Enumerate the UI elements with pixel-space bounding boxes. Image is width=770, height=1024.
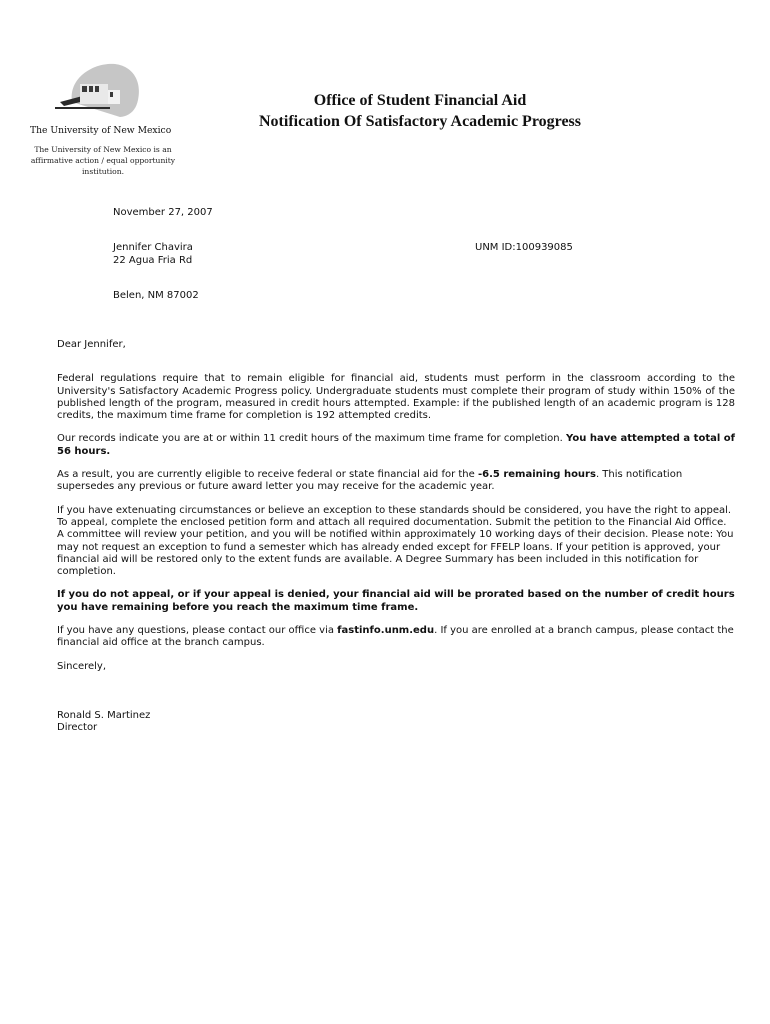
office-title: Office of Student Financial Aid — [313, 92, 527, 109]
notice-title: Notification Of Satisfactory Academic Progress — [258, 113, 581, 130]
signer-title: Director — [57, 722, 98, 734]
eligibility-text-start: As a result, you are currently eligible to receive federal or state financial aid for the — [57, 469, 478, 481]
greeting: Dear Jennifer, — [57, 339, 126, 350]
letter-date: November 27, 2007 — [113, 207, 213, 218]
contact-text-end: . If you are enrolled at a branch campus, please contact the financial aid office at the branch campus. — [57, 625, 734, 649]
paragraph-regulations: Federal regulations require that to remain eligible for financial aid, students must perform in the classroom according to the University's Satisfactory Academic Progress policy. Undergraduate students must complete their program of study within 150% of the published length of the program, measured in credit hours attempted. Example: if the published length of an academic program is 128 credits, the maximum time frame for completion is 192 attempted credits. — [57, 373, 735, 422]
letter-header — [205, 90, 635, 132]
paragraph-appeal: If you have extenuating circumstances or believe an exception to these standards should be considered, you have the right to appeal. To appeal, complete the enclosed petition form and attach all required documentation. Submit the petition to the Financial Aid Office. A committee will review your petition, and you will be notified within approximately 10 working days of their decision. Please note: You may not request an exception to fund a semester which has already ended except for FFELP loans. If your petition is approved, your financial aid will be restored only to the extent funds are available. A Degree Summary has been included in this notification for completion. — [57, 504, 734, 578]
fastinfo-link[interactable]: fastinfo.unm.edu — [337, 625, 435, 637]
attempted-hours: You have attempted a total of 56 hours. — [57, 433, 735, 457]
proration-warning: If you do not appeal, or if your appeal is denied, your financial aid will be prorated based on the number of credit hours you have remaining before you reach the maximum time frame. — [57, 589, 735, 613]
signer-name: Ronald S. Martinez — [57, 709, 151, 721]
paragraph-records — [57, 433, 735, 458]
paragraph-contact — [57, 625, 735, 650]
recipient-city: Belen, NM 87002 — [113, 290, 199, 301]
paragraph-eligibility — [57, 469, 735, 494]
records-text: Our records indicate you are at or within 11 credit hours of the maximum time frame for completion. — [57, 433, 567, 445]
letter-body — [57, 339, 735, 735]
contact-text-start: If you have any questions, please contact our office via — [57, 625, 338, 637]
paragraph-proration-warning — [57, 589, 735, 614]
eo-statement: The University of New Mexico is an affirmative action / equal opportunity institution. — [30, 145, 176, 176]
student-id: UNM ID:100939085 — [475, 242, 573, 253]
university-logo — [50, 62, 145, 122]
recipient-name: Jennifer Chavira — [113, 242, 193, 253]
recipient-street: 22 Agua Fria Rd — [113, 254, 193, 266]
remaining-hours: -6.5 remaining hours — [477, 469, 596, 481]
eligibility-text-end: . This notification supersedes any previous or future award letter you may receive for the academic year. — [57, 469, 683, 493]
university-name: The University of New Mexico — [30, 125, 172, 136]
closing: Sincerely, — [57, 660, 107, 672]
